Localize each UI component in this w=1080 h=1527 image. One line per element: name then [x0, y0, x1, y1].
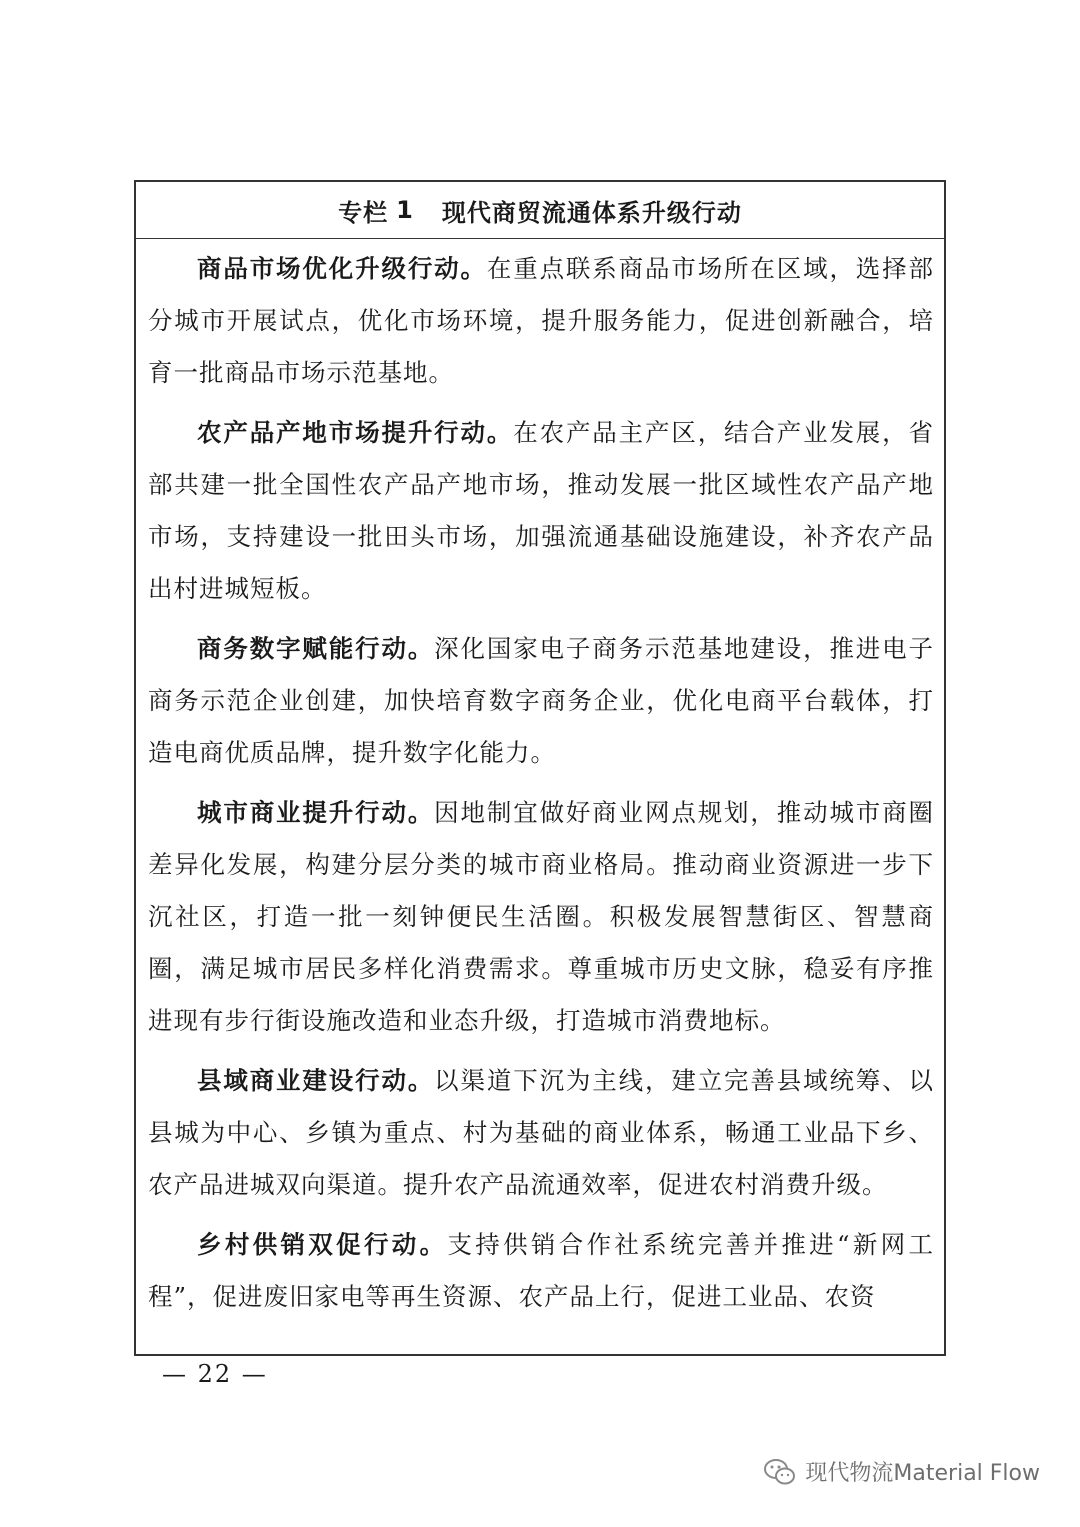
paragraph-text: 在重点联系商品市场所在区域，选择部分城市开展试点，优化市场环境，提升服务能力，促进创新融合，培育一批商品市场示范基地。: [148, 254, 935, 387]
column-content: [136, 239, 944, 1323]
paragraph-rural-supply: [148, 1219, 934, 1323]
column-title-text: 现代商贸流通体系升级行动: [441, 198, 742, 227]
paragraph-lead: 乡村供销双促行动。: [197, 1230, 448, 1259]
paragraph-text: 在农产品主产区，结合产业发展，省部共建一批全国性农产品产地市场，推动发展一批区域性农产品产地市场，支持建设一批田头市场，加强流通基础设施建设，补齐农产品出村进城短板。: [148, 418, 935, 603]
paragraph-text: 以渠道下沉为主线，建立完善县域统筹、以县城为中心、乡镇为重点、村为基础的商业体系，畅通工业品下乡、农产品进城双向渠道。提升农产品流通效率，促进农村消费升级。: [148, 1066, 935, 1199]
paragraph-market-upgrade: [148, 243, 934, 399]
paragraph-text: 支持供销合作社系统完善并推进“新网工程”，促进废旧家电等再生资源、农产品上行，促进工业品、农资: [148, 1230, 934, 1311]
column-box: [134, 180, 946, 1356]
column-title-number: 1: [396, 196, 414, 224]
paragraph-county-commerce: [148, 1055, 934, 1211]
column-title: [136, 182, 944, 239]
paragraph-digital-commerce: [148, 623, 934, 779]
paragraph-lead: 商务数字赋能行动。: [197, 634, 435, 663]
paragraph-text: 因地制宜做好商业网点规划，推动城市商圈差异化发展，构建分层分类的城市商业格局。推动商业资源进一步下沉社区，打造一批一刻钟便民生活圈。积极发展智慧街区、智慧商圈，满足城市居民多样化消费需求。尊重城市历史文脉，稳妥有序推进现有步行街设施改造和业态升级，打造城市消费地标。: [148, 798, 935, 1035]
paragraph-lead: 商品市场优化升级行动。: [197, 254, 487, 283]
watermark-text: 现代物流Material Flow: [805, 1461, 1040, 1486]
paragraph-text: 深化国家电子商务示范基地建设，推进电子商务示范企业创建，加快培育数字商务企业，优化电商平台载体，打造电商优质品牌，提升数字化能力。: [148, 634, 935, 767]
paragraph-lead: 城市商业提升行动。: [197, 798, 435, 827]
watermark: [763, 1456, 1040, 1487]
wechat-icon: [763, 1458, 797, 1486]
paragraph-lead: 县域商业建设行动。: [197, 1066, 435, 1095]
paragraph-lead: 农产品产地市场提升行动。: [197, 418, 514, 447]
page-number: — 22 —: [162, 1360, 268, 1388]
paragraph-urban-commerce: [148, 787, 934, 1047]
paragraph-agri-market: [148, 407, 934, 615]
column-title-prefix: 专栏: [338, 198, 389, 227]
